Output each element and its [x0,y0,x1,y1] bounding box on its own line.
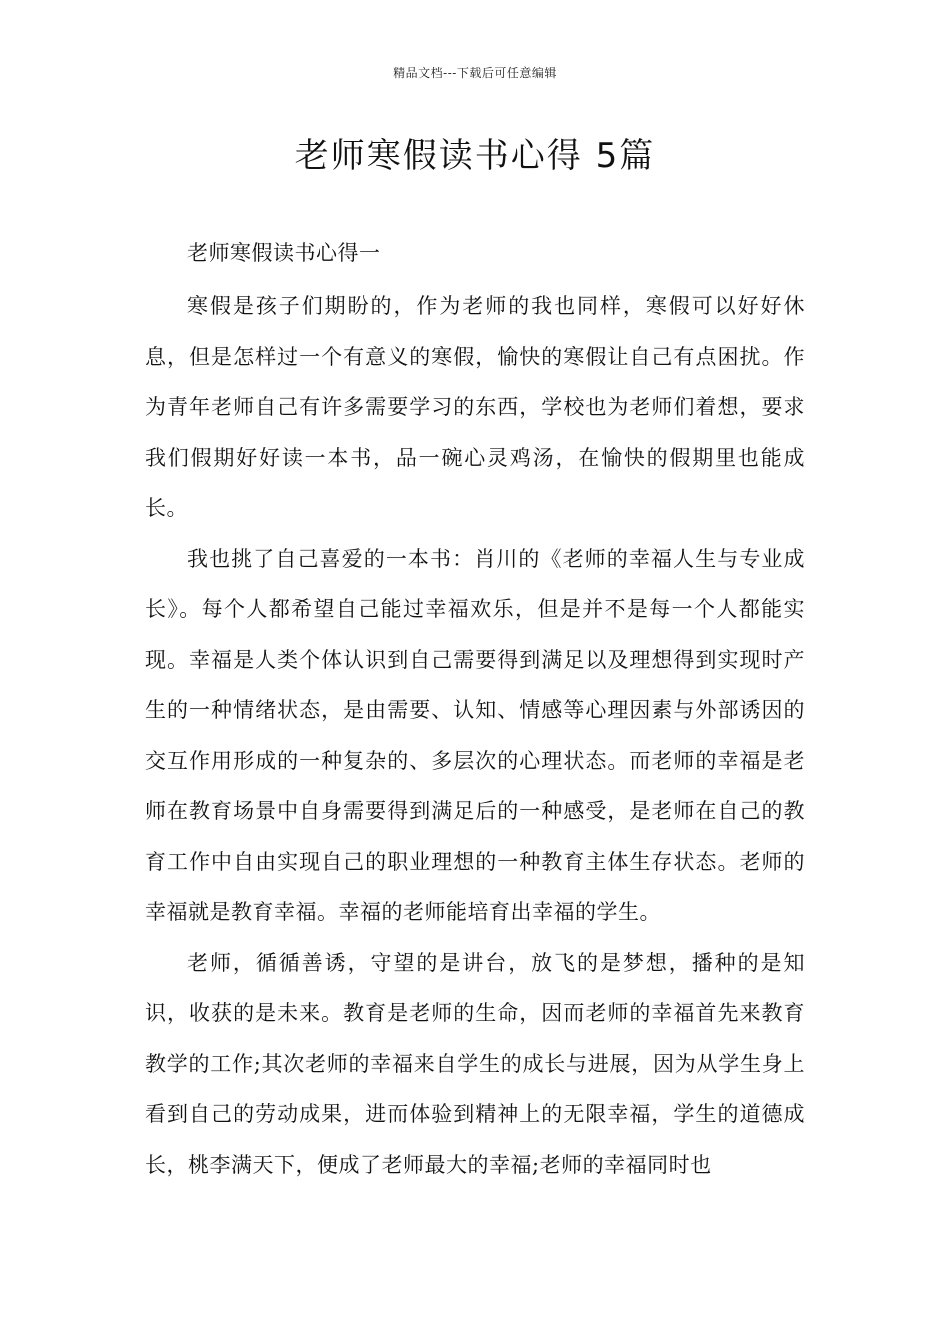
paragraph-1: 寒假是孩子们期盼的，作为老师的我也同样，寒假可以好好休息，但是怎样过一个有意义的寒假，愉快的寒假让自己有点困扰。作为青年老师自己有许多需要学习的东西，学校也为老师们着想，要求我们假期好好读一本书，品一碗心灵鸡汤，在愉快的假期里也能成长。 [145,294,805,520]
section-heading: 老师寒假读书心得一 [187,241,381,265]
paragraph-2: 我也挑了自己喜爱的一本书：肖川的《老师的幸福人生与专业成长》。每个人都希望自己能过幸福欢乐，但是并不是每一个人都能实现。幸福是人类个体认识到自己需要得到满足以及理想得到实现时产生的一种情绪状态，是由需要、认知、情感等心理因素与外部诱因的交互作用形成的一种复杂的、多层次的心理状态。而老师的幸福是老师在教育场景中自身需要得到满足后的一种感受，是老师在自己的教育工作中自由实现自己的职业理想的一种教育主体生存状态。老师的幸福就是教育幸福。幸福的老师能培育出幸福的学生。 [145,546,805,924]
paragraph-3: 老师，循循善诱，守望的是讲台，放飞的是梦想，播种的是知识，收获的是未来。教育是老师的生命，因而老师的幸福首先来教育教学的工作;其次老师的幸福来自学生的成长与进展，因为从学生身上看到自己的劳动成果，进而体验到精神上的无限幸福，学生的道德成长，桃李满天下，便成了老师最大的幸福;老师的幸福同时也 [145,950,805,1177]
document-title: 老师寒假读书心得 5篇 [294,136,656,176]
header-note: 精品文档---下载后可任意编辑 [393,66,557,80]
document-body [145,228,805,1190]
